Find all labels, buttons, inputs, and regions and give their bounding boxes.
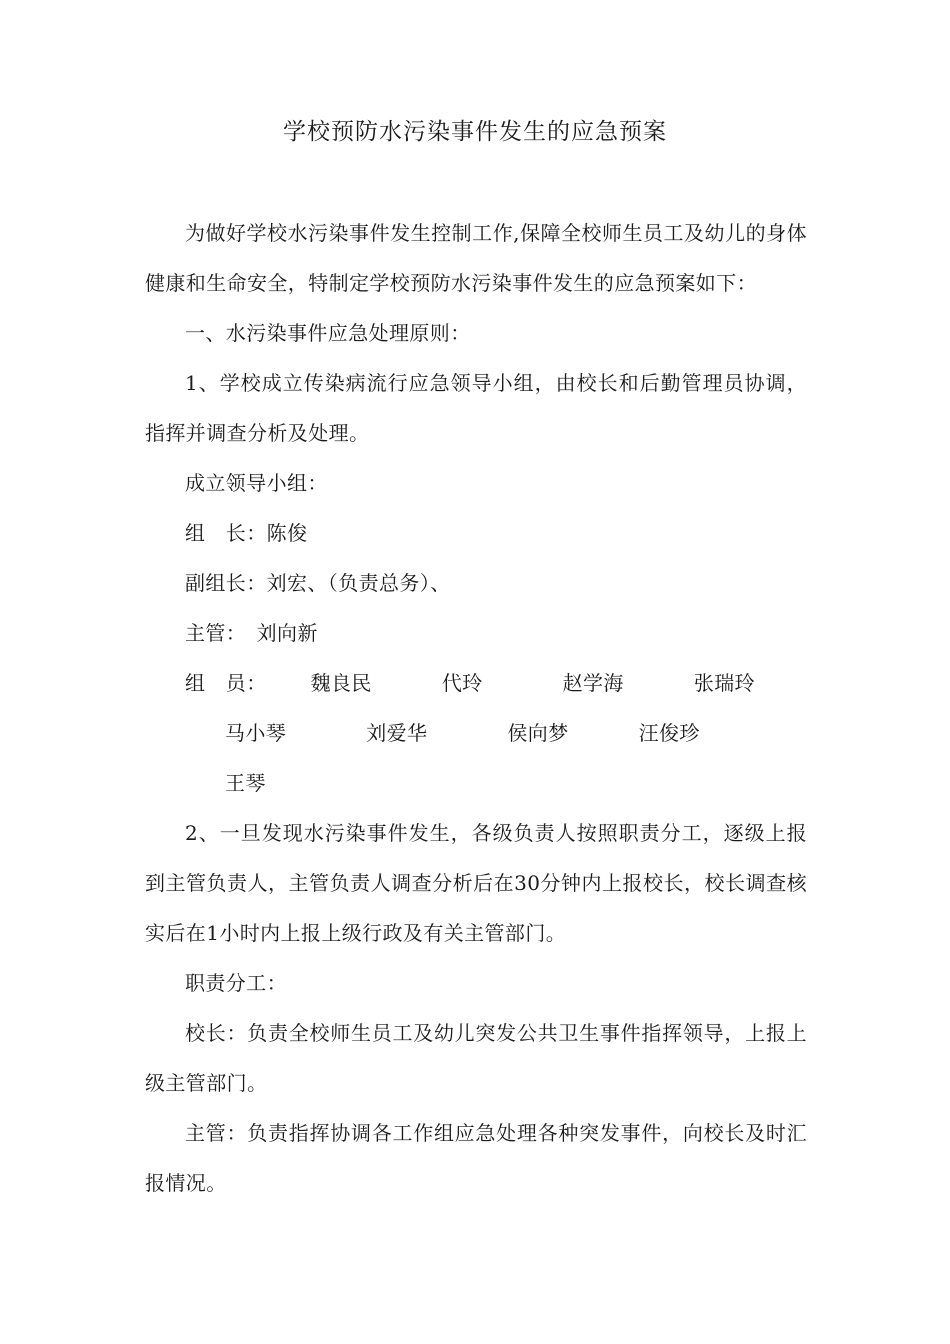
member-name: 代玲 [441, 671, 483, 695]
supervisor-line: 主管： 刘向新 [185, 621, 318, 645]
intro-paragraph: 为做好学校水污染事件发生控制工作,保障全校师生员工及幼儿的身体健康和生命安全，特制定学校预防水污染事件发生的应急预案如下： [145, 221, 807, 295]
member-name: 张瑞玲 [693, 671, 756, 695]
member-name: 刘爱华 [366, 721, 428, 745]
principal-duty-paragraph: 校长：负责全校师生员工及幼儿突发公共卫生事件指挥领导，上报上级主管部门。 [145, 1021, 807, 1095]
duties-heading: 职责分工： [185, 971, 287, 995]
group-leader-line: 组 长：陈俊 [185, 521, 308, 545]
members-label: 组 员： [185, 671, 267, 695]
member-name: 汪俊珍 [638, 721, 700, 745]
member-name: 赵学海 [562, 671, 624, 695]
member-name: 魏良民 [310, 671, 372, 695]
section-heading-principles: 一、水污染事件应急处理原则： [185, 321, 471, 345]
document-body [145, 208, 807, 1208]
member-name: 马小琴 [225, 721, 287, 745]
document-title: 学校预防水污染事件发生的应急预案 [283, 119, 667, 145]
item-2-paragraph: 2、一旦发现水污染事件发生，各级负责人按照职责分工，逐级上报到主管负责人，主管负责人调查分析后在30分钟内上报校长，校长调查核实后在1小时内上报上级行政及有关主管部门。 [145, 821, 807, 945]
item-1-paragraph: 1、学校成立传染病流行应急领导小组，由校长和后勤管理员协调，指挥并调查分析及处理。 [145, 371, 807, 445]
supervisor-duty-paragraph: 主管：负责指挥协调各工作组应急处理各种突发事件，向校长及时汇报情况。 [145, 1121, 807, 1195]
group-members-line [145, 658, 807, 808]
member-name: 侯向梦 [507, 721, 569, 745]
member-name: 王琴 [225, 771, 266, 795]
leadership-group-heading: 成立领导小组： [185, 471, 328, 495]
deputy-leader-line: 副组长：刘宏、（负责总务）、 [185, 571, 451, 595]
